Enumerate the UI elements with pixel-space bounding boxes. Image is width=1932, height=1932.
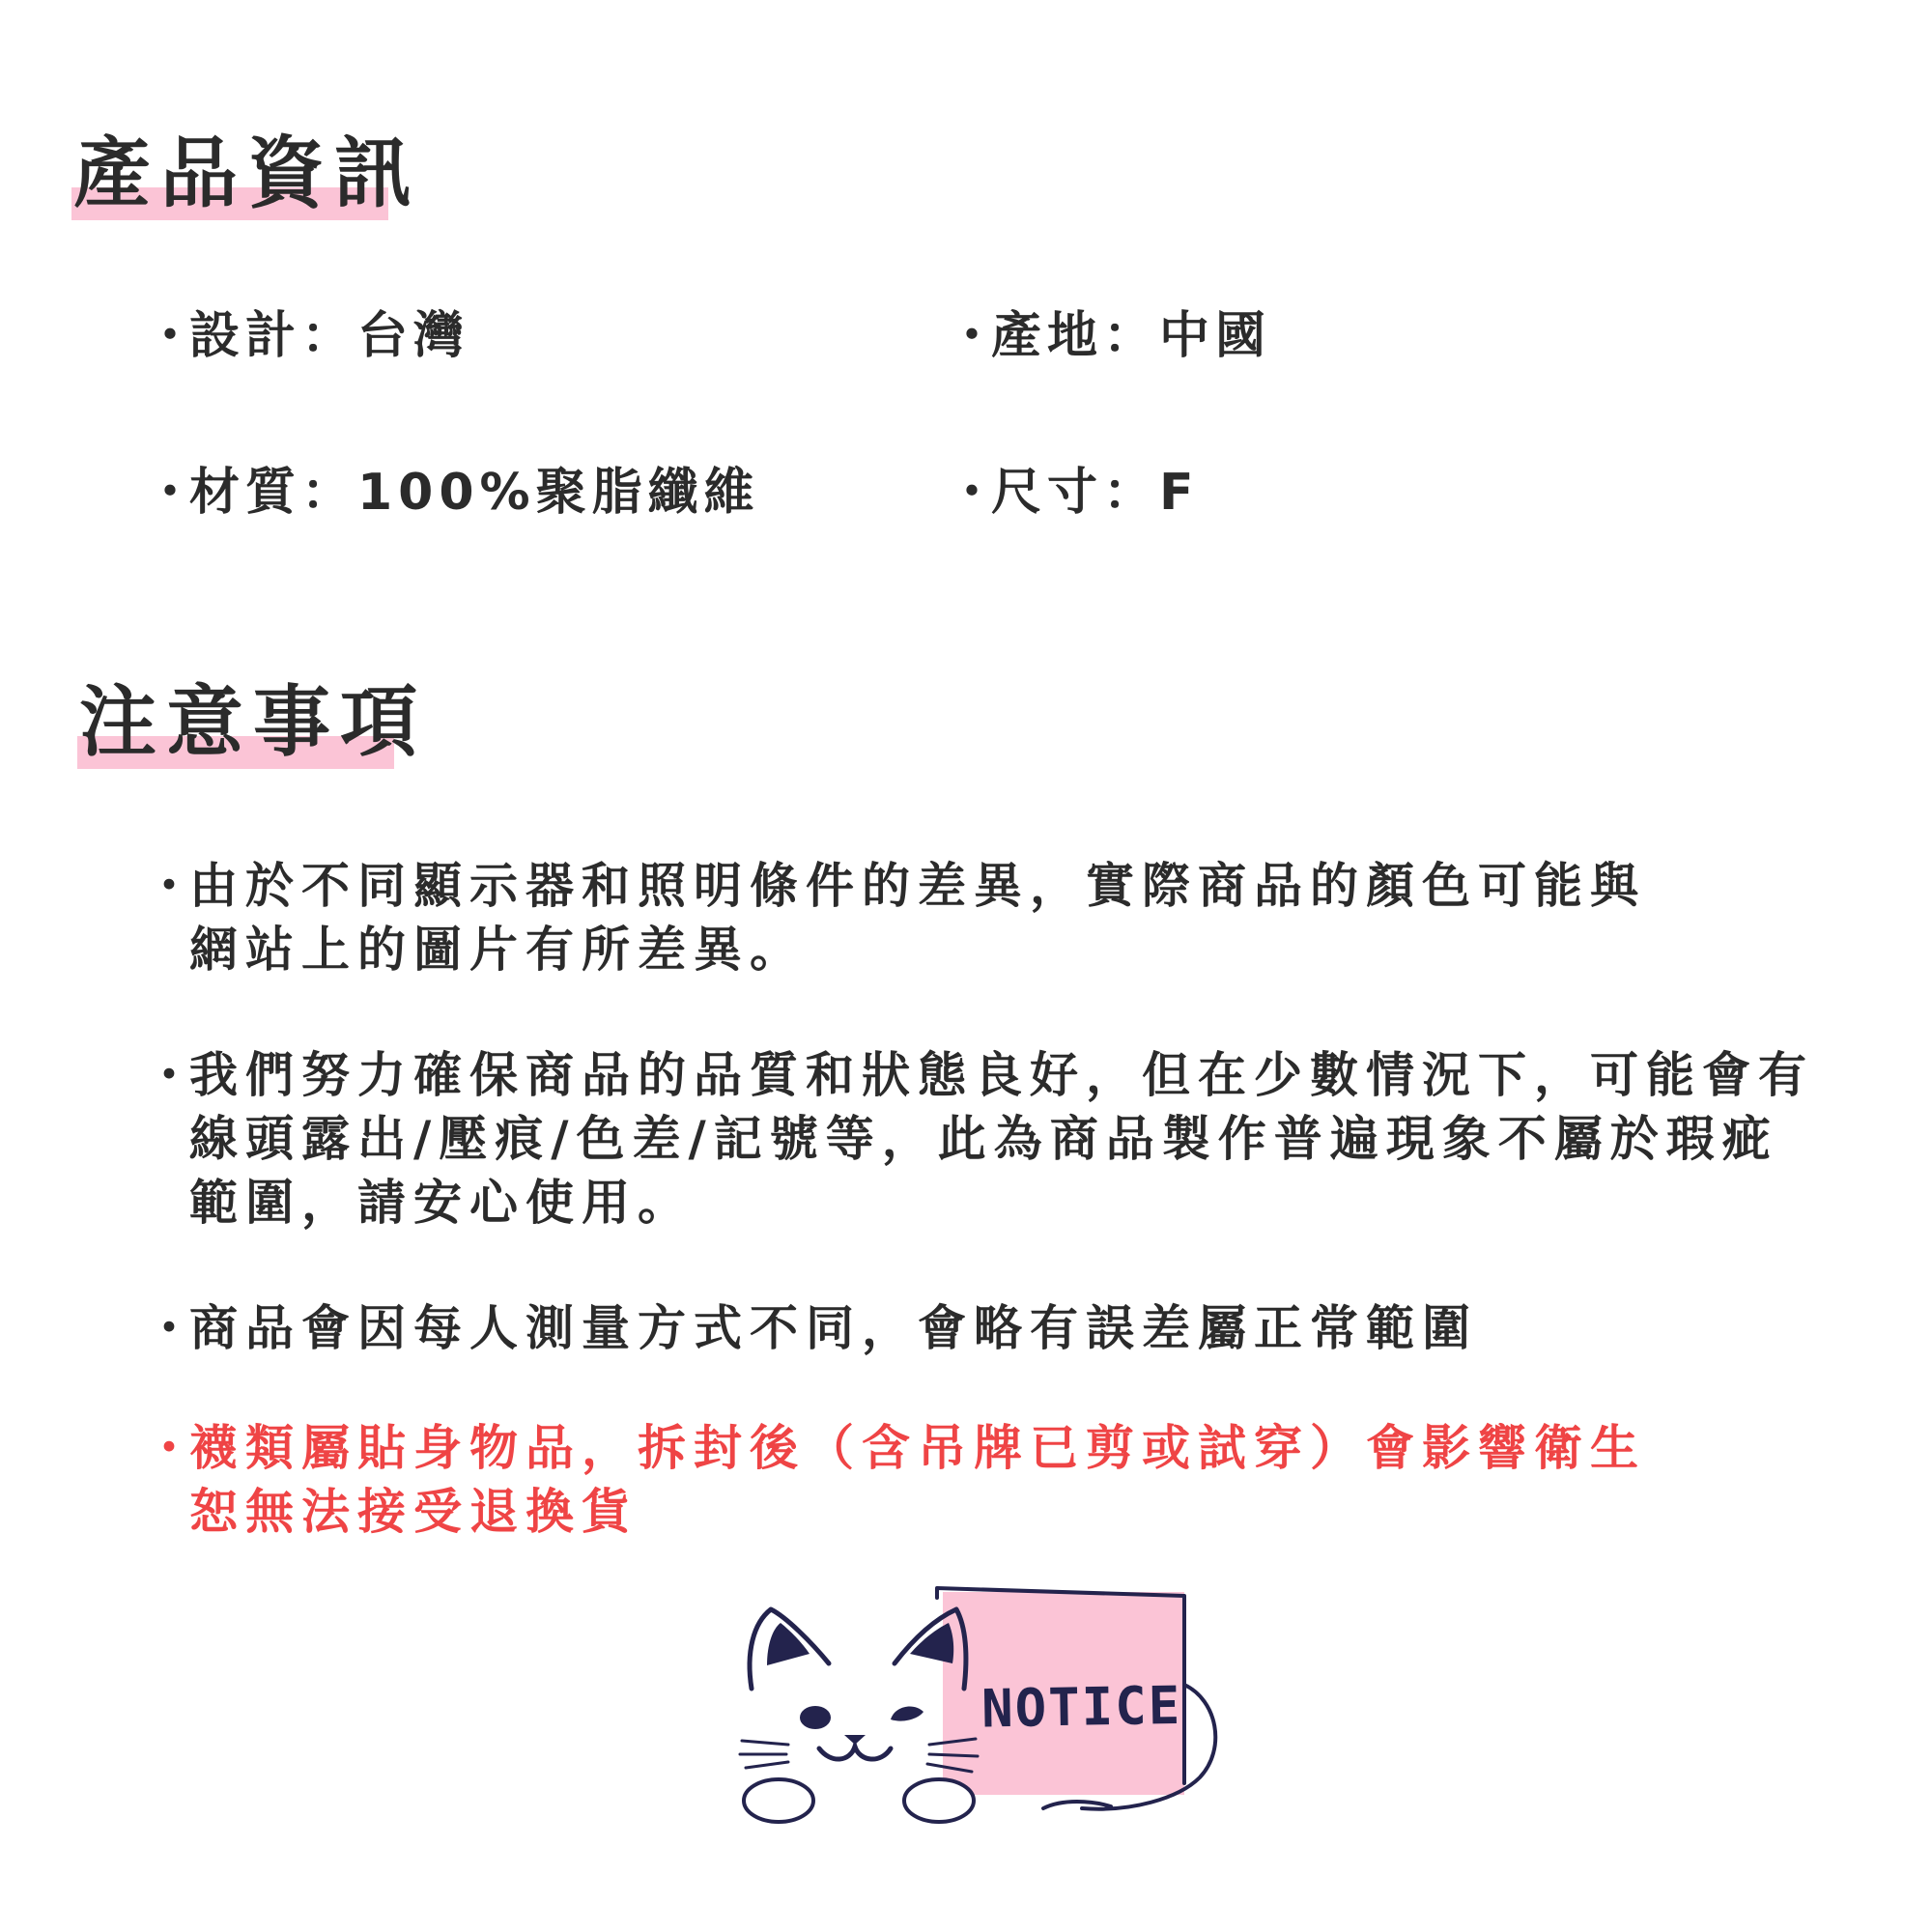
spec-design	[145, 307, 470, 365]
notice-text: NOTICE	[980, 1674, 1182, 1740]
note-line: 範圍，請安心使用。	[189, 1175, 694, 1231]
bullet: ・	[145, 1420, 201, 1476]
spec-design-text: 設計：台灣	[189, 307, 470, 365]
cat-right-eye	[891, 1706, 923, 1720]
bullet: ・	[145, 464, 202, 522]
notes-title	[79, 677, 427, 767]
note-line: 線頭露出/壓痕/色差/記號等，此為商品製作普遍現象不屬於瑕疵	[189, 1111, 1778, 1167]
note-line: 我們努力確保商品的品質和狀態良好，但在少數情況下，可能會有	[189, 1047, 1814, 1103]
note-line: 網站上的圖片有所差異。	[189, 922, 806, 978]
bullet: ・	[145, 1047, 201, 1103]
note-line: 由於不同顯示器和照明條件的差異，實際商品的顏色可能與	[189, 858, 1646, 914]
note-item-display-color	[145, 854, 1845, 981]
note-item-measurement	[145, 1296, 1845, 1360]
spec-origin	[947, 307, 1272, 365]
spec-origin-text: 產地：中國	[991, 307, 1272, 365]
cat-left-ear-inner	[767, 1623, 810, 1665]
spec-material-text: 材質：100%聚脂纖維	[189, 464, 760, 522]
note-line: 襪類屬貼身物品，拆封後（含吊牌已剪或試穿）會影響衛生	[189, 1420, 1646, 1476]
spec-size-text: 尺寸：F	[991, 464, 1200, 522]
note-item-socks-return-warning	[145, 1416, 1845, 1544]
cat-notice-illustration	[724, 1584, 1246, 1835]
note-line: 恕無法接受退換貨	[189, 1484, 638, 1540]
cat-right-paw	[904, 1779, 974, 1822]
cat-left-eye	[800, 1706, 831, 1729]
bullet: ・	[947, 464, 1004, 522]
note-line: 商品會因每人測量方式不同，會略有誤差屬正常範圍	[189, 1300, 1478, 1356]
cat-right-ear-inner	[910, 1623, 953, 1663]
bullet: ・	[145, 858, 201, 914]
spec-size	[947, 464, 1200, 522]
cat-left-paw	[744, 1779, 813, 1822]
notes-list	[145, 854, 1845, 1544]
bullet: ・	[947, 307, 1004, 365]
notes-title-text: 注意事項	[79, 677, 427, 767]
bullet: ・	[145, 307, 202, 365]
note-item-quality	[145, 1043, 1845, 1235]
spec-material	[145, 464, 760, 522]
cat-mouth	[819, 1747, 891, 1759]
product-info-title-text: 產品資訊	[73, 128, 421, 218]
bullet: ・	[145, 1300, 201, 1356]
product-info-title	[73, 128, 421, 218]
